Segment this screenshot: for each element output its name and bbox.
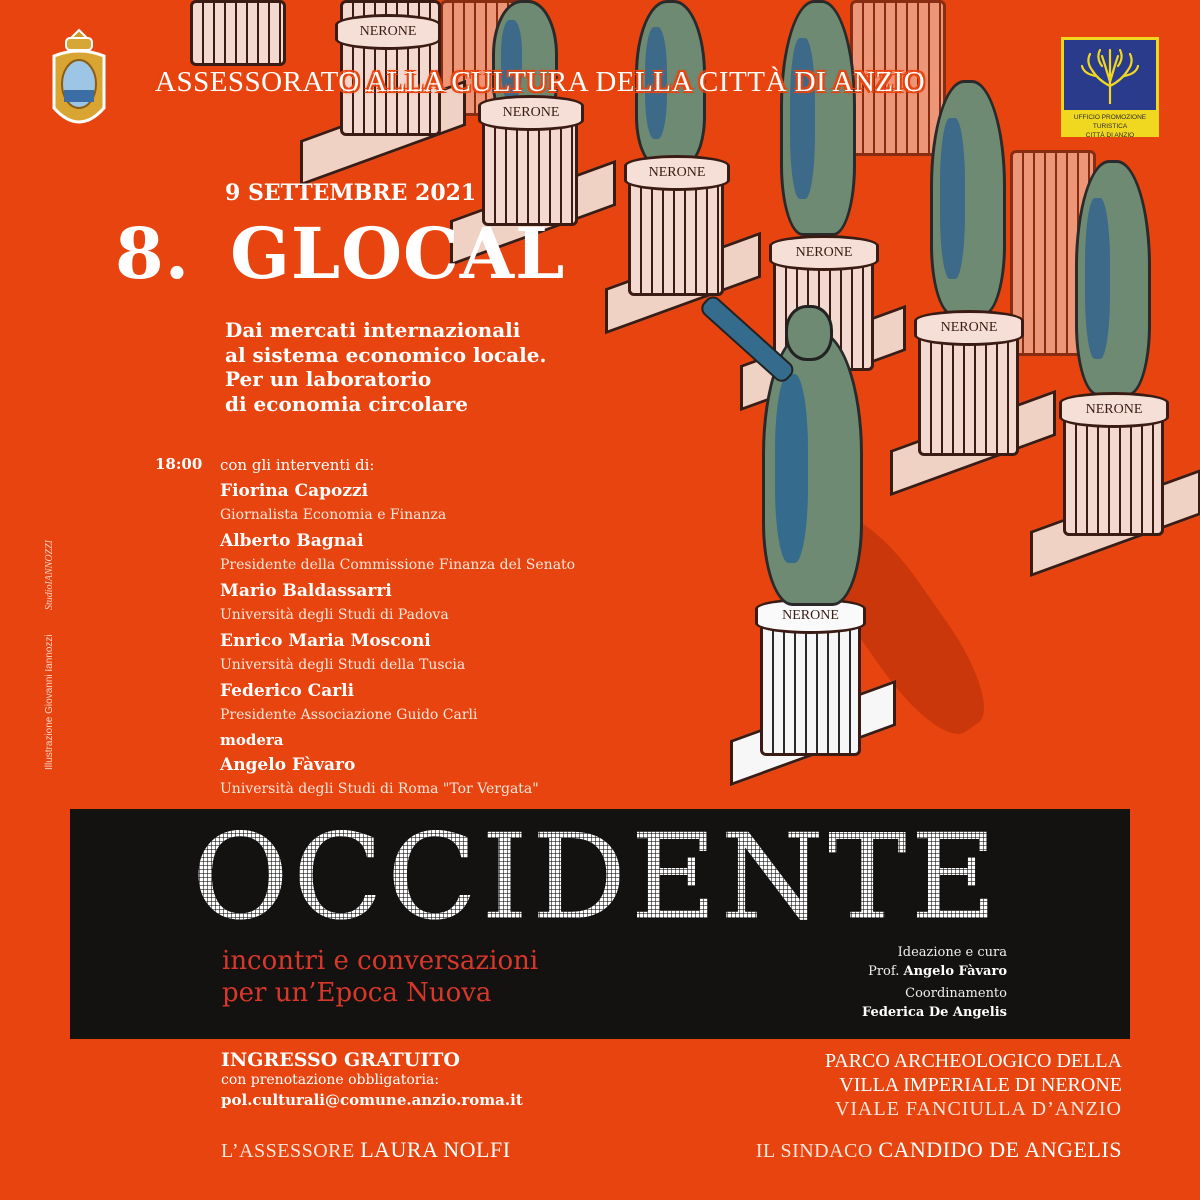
assessorato-title: ASSESSORATO ALLA CULTURA DELLA CITTÀ DI ANZIO [155, 66, 926, 98]
venue-address: VIALE FANCIULLA D’ANZIO [834, 1098, 1122, 1120]
city-crest-icon [48, 28, 110, 136]
series-title: OCCIDENTE [192, 808, 1001, 946]
curation-credits: Ideazione e cura Prof. Angelo Fàvaro Coordinamento Federica De Angelis [862, 945, 1007, 1020]
tourism-office-logo [1061, 37, 1159, 137]
speaker-role: Università degli Studi della Tuscia [220, 657, 466, 673]
illustrator-credit: Illustrazione Giovanni Iannozzi [44, 634, 55, 770]
series-banner [70, 809, 1130, 1039]
studio-credit: StudioIANNOZZI [44, 539, 55, 610]
moderator-name: Angelo Fàvaro [220, 755, 356, 775]
moderator-role: Università degli Studi di Roma "Tor Vergata" [220, 781, 539, 797]
coordinator-name: Federica De Angelis [862, 1005, 1007, 1020]
tourism-office-label: UFFICIO PROMOZIONE TURISTICA CITTÀ DI ANZIO [1064, 110, 1156, 134]
speaker-role: Presidente della Commissione Finanza del Senato [220, 557, 576, 573]
series-tagline: incontri e conversazioni per un’Epoca Nuova [222, 946, 539, 1008]
speaker-role: Università degli Studi di Padova [220, 607, 449, 623]
moderator-label: modera [220, 731, 284, 749]
assessore-signature: L’ASSESSORE LAURA NOLFI [221, 1137, 511, 1162]
program [155, 455, 655, 805]
booking-email-link[interactable]: pol.culturali@comune.anzio.roma.it [221, 1091, 523, 1109]
entry-info [221, 1050, 523, 1110]
speaker-role: Giornalista Economia e Finanza [220, 507, 447, 523]
tree-icon [1076, 46, 1144, 104]
speaker-name: Alberto Bagnai [220, 531, 364, 551]
booking-note: con prenotazione obbligatoria: [221, 1072, 440, 1088]
event-date: 9 SETTEMBRE 2021 [225, 180, 477, 206]
column-label: NERONE [335, 14, 441, 50]
speakers-intro: con gli interventi di: [220, 456, 375, 474]
speaker-name: Federico Carli [220, 681, 355, 701]
illustration-nero-statues: NERONE NERONE NERONE NERONE NERONE NERONE NERONE [0, 0, 1200, 800]
speaker-name: Mario Baldassarri [220, 581, 392, 601]
speaker-role: Presidente Associazione Guido Carli [220, 707, 478, 723]
speaker-name: Fiorina Capozzi [220, 481, 369, 501]
event-number: 8. [115, 212, 191, 295]
event-subtitle: Dai mercati internazionali al sistema economico locale. Per un laboratorio di economia circolare [225, 318, 547, 416]
curator-name: Angelo Fàvaro [903, 964, 1007, 979]
venue-info: PARCO ARCHEOLOGICO DELLA VILLA IMPERIALE DI NERONE VIALE FANCIULLA D’ANZIO [824, 1050, 1122, 1120]
event-time: 18:00 [155, 455, 203, 473]
sindaco-signature: IL SINDACO CANDIDO DE ANGELIS [755, 1137, 1122, 1162]
event-title [115, 212, 565, 295]
event-title-text: GLOCAL [230, 212, 566, 295]
free-entry-label: INGRESSO GRATUITO [221, 1049, 460, 1071]
speaker-name: Enrico Maria Mosconi [220, 631, 431, 651]
statue-pointing-head [785, 305, 833, 361]
illustration-credit [32, 510, 62, 770]
